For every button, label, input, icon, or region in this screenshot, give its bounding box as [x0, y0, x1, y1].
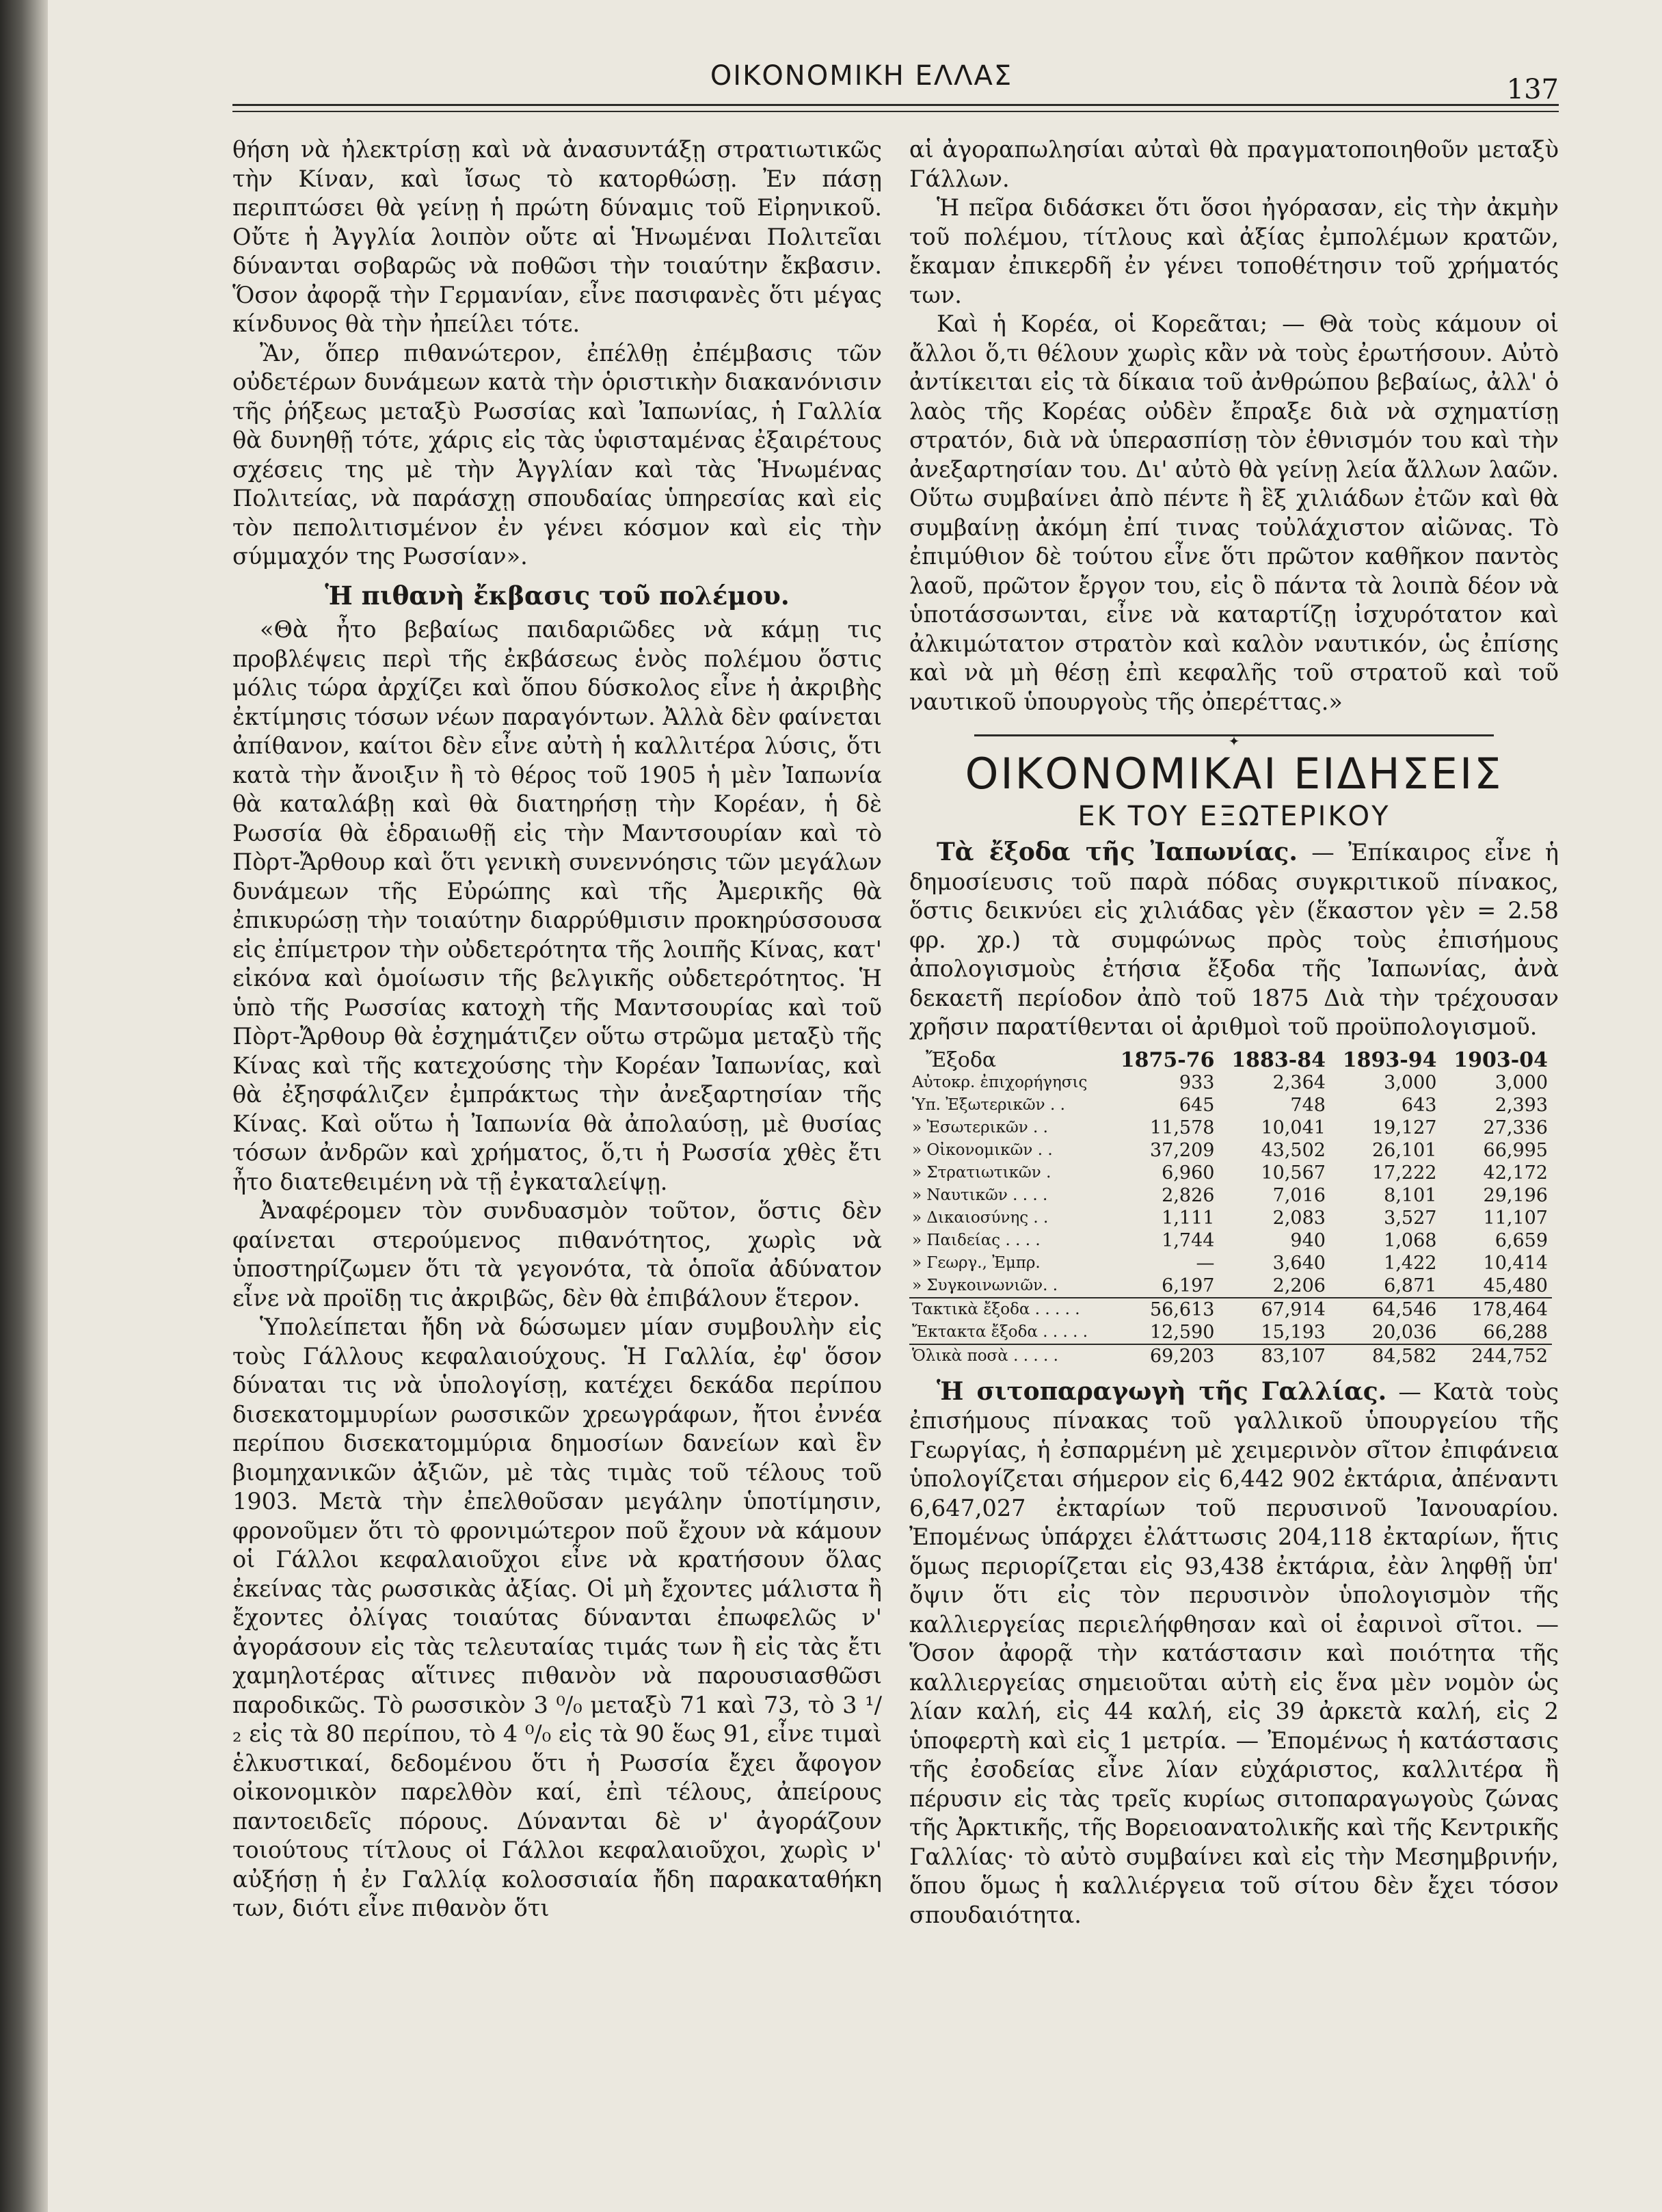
table-row	[909, 1071, 1552, 1094]
table-cell: 6,871	[1384, 1275, 1437, 1296]
table-grand-total-row	[909, 1344, 1552, 1368]
table-cell: 2,364	[1272, 1071, 1326, 1093]
table-cell: 2,083	[1272, 1207, 1326, 1229]
table-cell: 10,567	[1261, 1162, 1326, 1184]
right-column	[909, 135, 1559, 1930]
table-cell: 17,222	[1371, 1162, 1437, 1184]
table-cell: 19,127	[1371, 1117, 1437, 1138]
table-cell: 10,414	[1483, 1252, 1548, 1274]
table-cell: 244,752	[1440, 1344, 1552, 1368]
table-cell: 83,107	[1218, 1344, 1330, 1368]
table-cell: 1,111	[1162, 1207, 1215, 1229]
table-cell: 7,016	[1272, 1184, 1326, 1206]
table-cell: 3,000	[1495, 1071, 1548, 1093]
table-cell: 1,744	[1162, 1229, 1215, 1251]
table-cell: 645	[1179, 1094, 1215, 1116]
table-cell: 43,502	[1261, 1139, 1326, 1161]
table-cell: 69,203	[1108, 1344, 1219, 1368]
row-label-cell: » Γεωργ., Ἐμπρ.	[912, 1253, 1041, 1272]
table-cell: 64,546	[1330, 1298, 1441, 1321]
news-item-text: — Κατὰ τοὺς ἐπισήμους πίνακας τοῦ γαλλικοῦ ὑπουργείου τῆς Γεωργίας, ἡ ἐσπαρμένη μὲ χειμερινὸν σῖτον ἐπιφάνεια ὑπολογίζεται σήμερον εἰς 6,442 902 ἐκτάρια, ἀπέναντι 6,647,027 ἐκταρίων τοῦ περυσινοῦ Ἰανουαρίου. Ἐπομένως ὑπάρχει ἐλάττωσις 204,118 ἐκταρίων, ἥτις ὅμως περιορίζεται εἰς 93,438 ἐκτάρια, ἐὰν ληφθῇ ὑπ' ὄψιν ὅτι εἰς τὸν περυσινὸν ὑπολογισμὸν τῆς καλλιεργείας περιελήφθησαν καὶ οἱ ἐαρινοὶ σῖτοι. — Ὅσον ἀφορᾷ τὴν κατάστασιν καὶ ποιότητα τῆς καλλιεργείας σημειοῦται αὐτὴ εἰς ἕνα μὲν νομὸν ὡς λίαν καλή, εἰς 44 καλή, εἰς 39 ἀρκετὰ καλή, εἰς 2 ὑποφερτὴ καὶ εἰς 1 μετρία. — Ἐπομένως ἡ κατάστασις τῆς ἐσοδείας εἶνε λίαν εὐχάριστος, καλλιτέρα ἢ πέρυσιν εἰς τὰς τρεῖς κυρίως σιτοπαραγωγοὺς ζώνας τῆς Ἀρκτικῆς, τῆς Βορειοανατολικῆς καὶ τῆς Κεντρικῆς Γαλλίας· τὸ αὐτὸ συμβαίνει καὶ εἰς τὴν Μεσημβρινήν, ὅπου ὅμως ἡ καλλιέργεια τοῦ σίτου δὲν ἔχει τόσον σπουδαιότητα.	[909, 1378, 1559, 1928]
table-cell: 29,196	[1483, 1184, 1548, 1206]
paragraph: Καὶ ἡ Κορέα, οἱ Κορεᾶται; — Θὰ τοὺς κάμουν οἱ ἄλλοι ὅ,τι θέλουν χωρὶς κἂν νὰ τοὺς ἐρωτήσουν. Αὐτὸ ἀντίκειται εἰς τὰ δίκαια τοῦ ἀνθρώπου βεβαίως, ἀλλ' ὁ λαὸς τῆς Κορέας οὐδὲν ἔπραξε διὰ νὰ σχηματίσῃ στρατόν, διὰ νὰ ὑπερασπίσῃ τὸν ἐθνισμόν του καὶ τὴν ἀνεξαρτησίαν του. Δι' αὐτὸ θὰ γείνῃ λεία ἄλλων λαῶν. Οὕτω συμβαίνει ἀπὸ πέντε ἢ ἓξ χιλιάδων ἐτῶν καὶ θὰ συμβαίνῃ ἀκόμη ἐπί τινας τοὐλάχιστον αἰῶνας. Τὸ ἐπιμύθιον δὲ τούτου εἶνε ὅτι πρῶτον καθῆκον παντὸς λαοῦ, πρῶτον ἔργον του, εἰς ὃ πάντα τὰ λοιπὰ δέον νὰ ὑποτάσσωνται, εἶνε νὰ καταρτίζῃ ἰσχυρότατον καὶ ἀλκιμώτατον στρατὸν καὶ καλὸν ναυτικόν, ὡς ἐπίσης καὶ νὰ μὴ θέσῃ ἐπὶ κεφαλῆς τοῦ στρατοῦ καὶ τοῦ ναυτικοῦ ὑπουργοὺς τῆς ὀπερέττας.»	[909, 310, 1559, 715]
table-cell: 8,101	[1384, 1184, 1437, 1206]
news-item	[909, 1377, 1559, 1930]
paragraph: Ὑπολείπεται ἤδη νὰ δώσωμεν μίαν συμβουλὴν εἰς τοὺς Γάλλους κεφαλαιούχους. Ἡ Γαλλία, ἐφ' ὅσον δύναται τις νὰ ὑπολογίσῃ, κατέχει δεκάδα περίπου δισεκατομμυρίων ρωσσικῶν χρεωγράφων, ἤτοι ἐννέα περίπου δισεκατομμύρια δημοσίων δανείων καὶ ἓν βιομηχανικῶν ἀξιῶν, μὲ τὰς τιμὰς τοῦ τέλους τοῦ 1903. Μετὰ τὴν ἐπελθοῦσαν μεγάλην ὑποτίμησιν, φρονοῦμεν ὅτι τὸ φρονιμώτερον ποῦ ἔχουν νὰ κάμουν οἱ Γάλλοι κεφαλαιοῦχοι εἶνε νὰ κρατήσουν ὅλας ἐκείνας τὰς ρωσσικὰς ἀξίας. Οἱ μὴ ἔχοντες μάλιστα ἢ ἔχοντες ὀλίγας τοιαύτας δύνανται ἐπωφελῶς ν' ἀγοράσουν εἰς τὰς τελευταίας τιμάς των ἢ εἰς τὰς ἔτι χαμηλοτέρας αἵτινες πιθανὸν νὰ παρουσιασθῶσι παροδικῶς. Τὸ ρωσσικὸν 3 ⁰/₀ μεταξὺ 71 καὶ 73, τὸ 3 ¹/₂ εἰς τὰ 80 περίπου, τὸ 4 ⁰/₀ εἰς τὰ 90 ἕως 91, εἶνε τιμαὶ ἑλκυστικαί, δεδομένου ὅτι ἡ Ρωσσία ἔχει ἄφογον οἰκονομικὸν παρελθὸν καί, ἐπὶ τέλους, ἀπείρους παντοειδεῖς πόρους. Δύνανται δὲ ν' ἀγοράζουν τοιούτους τίτλους οἱ Γάλλοι κεφαλαιοῦχοι, χωρὶς ν' αὐξήσῃ ἡ ἐν Γαλλίᾳ κολοσσιαία ἤδη παρακαταθήκη των, διότι εἶνε πιθανὸν ὅτι	[232, 1314, 882, 1921]
table-header-cell: 1883-84	[1231, 1048, 1326, 1072]
table-row	[909, 1117, 1552, 1139]
row-label-cell: Ἔκτακτα ἔξοδα . . . . .	[912, 1322, 1088, 1341]
table-row	[909, 1229, 1552, 1252]
page-header	[164, 60, 1559, 105]
table-cell: 2,393	[1495, 1094, 1548, 1116]
table-row	[909, 1207, 1552, 1229]
table-cell: 6,960	[1162, 1162, 1215, 1184]
table-cell: 3,640	[1272, 1252, 1326, 1274]
section-separator	[974, 733, 1494, 749]
table-row	[909, 1321, 1552, 1344]
table-cell: 11,578	[1149, 1117, 1215, 1138]
table-cell: 1,068	[1384, 1229, 1437, 1251]
table-cell: 1,422	[1384, 1252, 1437, 1274]
table-header-row	[909, 1049, 1552, 1071]
table-cell: 42,172	[1483, 1162, 1548, 1184]
table-body	[909, 1071, 1552, 1368]
table-cell: 3,527	[1384, 1207, 1437, 1229]
table-header-cell: 1875-76	[1120, 1048, 1215, 1072]
table-cell: 15,193	[1261, 1321, 1326, 1343]
paragraph: Ἡ πεῖρα διδάσκει ὅτι ὅσοι ἠγόρασαν, εἰς τὴν ἀκμὴν τοῦ πολέμου, τίτλους καὶ ἀξίας ἐμπολέμων κρατῶν, ἔκαμαν ἐπικερδῆ ἐν γένει τοποθέτησιν τοῦ χρήματός των.	[909, 194, 1559, 308]
table-cell: 84,582	[1330, 1344, 1441, 1368]
table-cell: 2,826	[1162, 1184, 1215, 1206]
row-label-cell: » Στρατιωτικῶν .	[912, 1163, 1051, 1182]
table-header-cell: 1893-94	[1342, 1048, 1437, 1072]
section-subheading: Ἡ πιθανὴ ἔκβασις τοῦ πολέμου.	[325, 580, 790, 611]
table-cell: 933	[1179, 1071, 1215, 1093]
row-label-cell: » Δικαιοσύνης . .	[912, 1208, 1049, 1227]
table-cell: 178,464	[1440, 1298, 1552, 1321]
section-subtitle: ΕΚ ΤΟΥ ΕΞΩΤΕΡΙΚΟΥ	[1077, 801, 1391, 832]
table-cell: 26,101	[1371, 1139, 1437, 1161]
row-label-cell: » Ἐσωτερικῶν . .	[912, 1118, 1048, 1136]
section-title: ΟΙΚΟΝΟΜΙΚΑΙ ΕΙΔΗΣΕΙΣ	[965, 749, 1503, 799]
table-cell: 10,041	[1261, 1117, 1326, 1138]
book-gutter-shadow	[0, 0, 48, 2212]
row-label-cell: Ὁλικὰ ποσὰ . . . . .	[909, 1344, 1108, 1368]
table-total-row	[909, 1298, 1552, 1321]
page-number: 137	[1506, 74, 1559, 105]
row-label-cell: » Οἰκονομικῶν . .	[912, 1141, 1053, 1159]
table-cell: 3,000	[1384, 1071, 1437, 1093]
row-label-cell: Αὐτοκρ. ἐπιχορήγησις	[912, 1073, 1088, 1091]
table-row	[909, 1275, 1552, 1298]
separator-ornament: ✦	[1228, 733, 1240, 749]
table-cell: 6,197	[1162, 1275, 1215, 1296]
table-row	[909, 1184, 1552, 1207]
table-cell: —	[1196, 1252, 1215, 1274]
header-rule-top	[232, 104, 1559, 106]
news-item-text: — Ἐπίκαιρος εἶνε ἡ δημοσίευσις τοῦ παρὰ πόδας συγκριτικοῦ πίνακος, ὅστις δεικνύει εἰς χιλιάδας γὲν (ἕκαστον γὲν = 2.58 φρ. χρ.) τὰ συμφώνως πρὸς τοὺς ἐπισήμους ἀπολογισμοὺς ἐτήσια ἔξοδα τῆς Ἰαπωνίας, ἀνὰ δεκαετῆ περίοδον ἀπὸ τοῦ 1875 Διὰ τὴν τρέχουσαν χρῆσιν παρατίθενται οἱ ἀριθμοὶ τοῦ προϋπολογισμοῦ.	[909, 839, 1559, 1040]
table-header-cell: 1903-04	[1453, 1048, 1548, 1072]
news-item-heading: Τὰ ἔξοδα τῆς Ἰαπωνίας.	[937, 838, 1298, 866]
table-cell: 37,209	[1149, 1139, 1215, 1161]
table-row	[909, 1162, 1552, 1184]
news-item-heading: Ἡ σιτοπαραγωγὴ τῆς Γαλλίας.	[937, 1376, 1387, 1406]
row-label-cell: Ὑπ. Ἐξωτερικῶν . .	[912, 1095, 1065, 1114]
table-cell: 66,288	[1483, 1321, 1548, 1343]
running-title: ΟΙΚΟΝΟΜΙΚΗ ΕΛΛΑΣ	[710, 60, 1013, 92]
table-row	[909, 1252, 1552, 1275]
table-cell: 67,914	[1218, 1298, 1330, 1321]
table-cell: 56,613	[1108, 1298, 1219, 1321]
left-column	[232, 135, 882, 1923]
table-cell: 66,995	[1483, 1139, 1548, 1161]
paragraph: αἱ ἀγοραπωλησίαι αὐταὶ θὰ πραγματοποιηθοῦν μεταξὺ Γάλλων.	[909, 136, 1559, 192]
row-label-cell: » Παιδείας . . . .	[912, 1231, 1041, 1249]
paragraph: «Θὰ ἦτο βεβαίως παιδαριῶδες νὰ κάμῃ τις προβλέψεις περὶ τῆς ἐκβάσεως ἑνὸς πολέμου ὅστις μόλις τώρα ἀρχίζει καὶ ὅπου δύσκολος εἶνε ἡ ἀκριβὴς ἐκτίμησις τόσων νέων παραγόντων. Ἀλλὰ δὲν φαίνεται ἀπίθανον, καίτοι δὲν εἶνε αὐτὴ ἡ καλλιτέρα λύσις, ὅτι κατὰ τὴν ἄνοιξιν ἢ τὸ θέρος τοῦ 1905 ἡ μὲν Ἰαπωνία θὰ καταλάβῃ καὶ θὰ διατηρήσῃ τὴν Κορέαν, ἡ δὲ Ρωσσία θὰ ἑδραιωθῇ εἰς τὴν Μαντσουρίαν καὶ τὸ Πὸρτ-Ἄρθουρ καὶ ὅτι γενικὴ συνεννόησις τῶν μεγάλων δυνάμεων τῆς Εὐρώπης καὶ τῆς Ἀμερικῆς θὰ ἐπικυρώσῃ τὴν τοιαύτην διαρρύθμισιν προκηρύσσουσα εἰς ἐπίμετρον τὴν οὐδετερότητα τῆς λοιπῆς Κίνας, κατ' εἰκόνα καὶ ὁμοίωσιν τῆς βελγικῆς οὐδετερότητος. Ἡ ὑπὸ τῆς Ρωσσίας κατοχὴ τῆς Μαντσουρίας καὶ τοῦ Πὸρτ-Ἄρθουρ θὰ ἐσχημάτιζεν οὕτω στρῶμα μεταξὺ τῆς Κίνας καὶ τῆς κατεχούσης τὴν Κορέαν Ἰαπωνίας, καὶ θὰ ἐξησφάλιζεν ἐμπράκτως τὴν ἀνεξαρτησίαν τῆς Κίνας. Καὶ οὕτω ἡ Ἰαπωνία θὰ ἀπολαύσῃ, μὲ θυσίας τόσων ἀνδρῶν καὶ χρήματος, ὅ,τι ἡ Ρωσσία χθὲς ἔτι ἦτο διατεθειμένη νὰ τῇ ἐγκαταλείψῃ.	[232, 616, 882, 1195]
table-cell: 27,336	[1483, 1117, 1548, 1138]
table-cell: 11,107	[1483, 1207, 1548, 1229]
row-label-cell: Τακτικὰ ἔξοδα . . . . .	[909, 1298, 1108, 1321]
table-cell: 940	[1290, 1229, 1326, 1251]
news-item	[909, 838, 1559, 1042]
paragraph: θήση νὰ ἠλεκτρίσῃ καὶ νὰ ἀνασυντάξῃ στρατιωτικῶς τὴν Κίναν, καὶ ἴσως τὸ κατορθώσῃ. Ἐν πάσῃ περιπτώσει θὰ γείνῃ ἡ πρώτη δύναμις τοῦ Εἰρηνικοῦ. Οὔτε ἡ Ἀγγλία λοιπὸν οὔτε αἱ Ἡνωμέναι Πολιτεῖαι δύνανται σοβαρῶς νὰ ποθῶσι τὴν τοιαύτην ἔκβασιν. Ὅσον ἀφορᾷ τὴν Γερμανίαν, εἶνε πασιφανὲς ὅτι μέγας κίνδυνος θὰ τὴν ἠπείλει τότε.	[232, 136, 882, 337]
table-cell: 45,480	[1483, 1275, 1548, 1296]
paragraph: Ἀναφέρομεν τὸν συνδυασμὸν τοῦτον, ὅστις δὲν φαίνεται στερούμενος πιθανότητος, χωρὶς νὰ ὑποστηρίζωμεν ὅτι τὰ γεγονότα, τὰ ὁποῖα ἀδύνατον εἶνε νὰ προϊδῃ τις ἀκριβῶς, δὲν θὰ ἐπιβάλουν ἕτερον.	[232, 1197, 882, 1311]
table-cell: 2,206	[1272, 1275, 1326, 1296]
table-cell: 748	[1290, 1094, 1326, 1116]
table-header-cell: Ἔξοδα	[926, 1048, 997, 1072]
table-row	[909, 1139, 1552, 1162]
row-label-cell: » Ναυτικῶν . . . .	[912, 1186, 1048, 1204]
paragraph: Ἂν, ὅπερ πιθανώτερον, ἐπέλθῃ ἐπέμβασις τῶν οὐδετέρων δυνάμεων κατὰ τὴν ὁριστικὴν διακανόνισιν τῆς ῥήξεως μεταξὺ Ρωσσίας καὶ Ἰαπωνίας, ἡ Γαλλία θὰ δυνηθῇ τότε, χάρις εἰς τὰς ὑφισταμένας ἐξαιρέτους σχέσεις της μὲ τὴν Ἀγγλίαν καὶ τὰς Ἡνωμένας Πολιτείας, νὰ παράσχῃ σπουδαίας ὑπηρεσίας καὶ εἰς τὸν πεπολιτισμένον ἐν γένει κόσμον καὶ εἰς τὴν σύμμαχόν της Ρωσσίαν».	[232, 339, 882, 570]
table-cell: 12,590	[1149, 1321, 1215, 1343]
table-cell: 643	[1401, 1094, 1437, 1116]
table-row	[909, 1094, 1552, 1117]
header-rule-bottom	[232, 111, 1559, 112]
japan-expenditure-table	[909, 1049, 1552, 1368]
table-cell: 6,659	[1495, 1229, 1548, 1251]
table-cell: 20,036	[1371, 1321, 1437, 1343]
row-label-cell: » Συγκοινωνιῶν. .	[912, 1276, 1058, 1294]
